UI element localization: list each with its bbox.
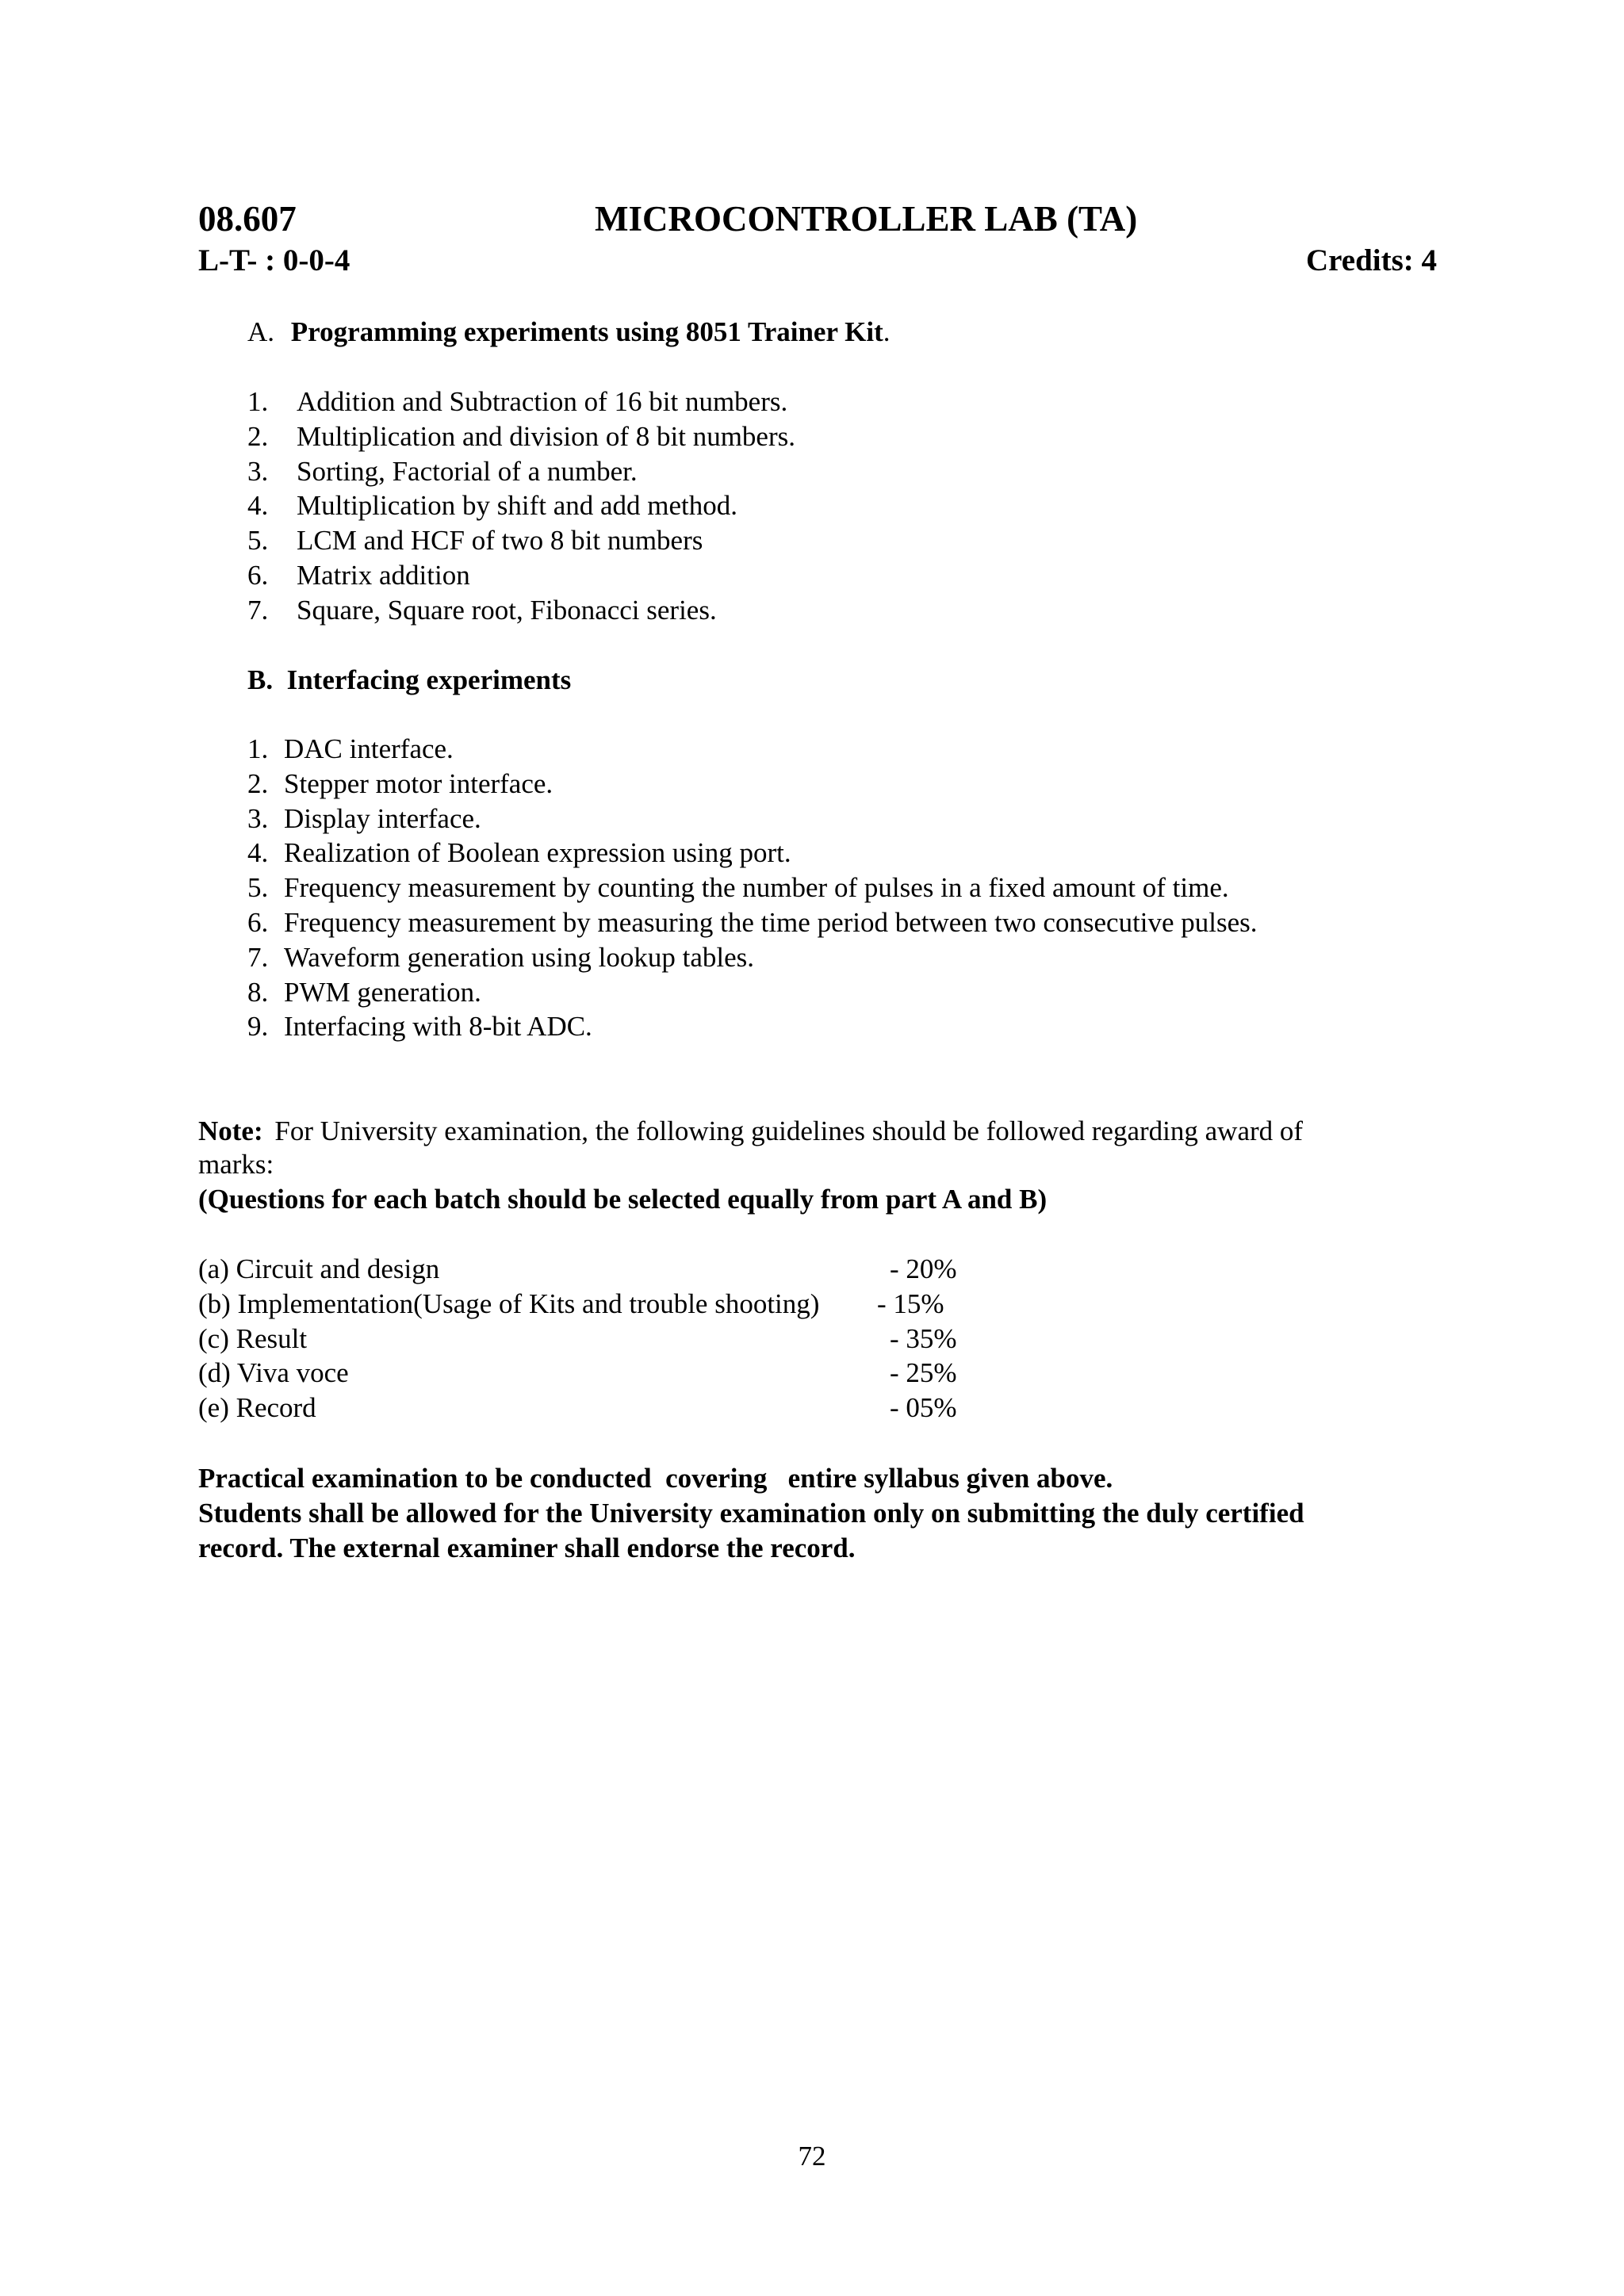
section-a-heading (247, 315, 890, 350)
section-a-title: Programming experiments using 8051 Trainer Kit (290, 316, 883, 347)
note-text-continued: marks: (198, 1149, 274, 1180)
note-bold-line: (Questions for each batch should be selected equally from part A and B) (198, 1184, 1048, 1215)
note-label: Note: (198, 1115, 263, 1146)
note-text: For University examination, the following guidelines should be followed regarding award of (274, 1115, 1304, 1146)
course-title: MICROCONTROLLER LAB (TA) (595, 199, 1138, 239)
list-item: 3. Display interface. (247, 802, 481, 834)
list-item: 6. Matrix addition (247, 559, 470, 591)
list-item: 2. Multiplication and division of 8 bit numbers. (247, 420, 795, 452)
marks-value: - 20% (890, 1253, 957, 1284)
list-item: 8. PWM generation. (247, 976, 481, 1008)
list-item: 5. Frequency measurement by counting the number of pulses in a fixed amount of time. (247, 872, 1229, 904)
marks-value: - 35% (890, 1322, 957, 1354)
marks-label: (b) Implementation(Usage of Kits and trouble shooting) (198, 1288, 820, 1319)
section-b-list (247, 732, 1258, 1044)
marks-value: - 05% (890, 1392, 957, 1424)
list-item: 1. Addition and Subtraction of 16 bit numbers. (247, 386, 788, 417)
list-item: 7. Waveform generation using lookup tables. (247, 941, 755, 973)
closing-line-2: Students shall be allowed for the University examination only on submitting the duly certified (198, 1498, 1304, 1529)
credits-label: Credits: 4 (1305, 243, 1437, 277)
note-line (198, 1114, 1303, 1149)
marks-label: (d) Viva voce (198, 1357, 349, 1389)
list-item: 3. Sorting, Factorial of a number. (247, 455, 638, 487)
section-b-heading: B. Interfacing experiments (247, 664, 572, 695)
section-a-marker: A. (247, 316, 275, 347)
list-item: 7. Square, Square root, Fibonacci series. (247, 594, 717, 626)
list-item: 5. LCM and HCF of two 8 bit numbers (247, 525, 703, 557)
page-number: 72 (798, 2141, 826, 2172)
list-item: 2. Stepper motor interface. (247, 767, 553, 799)
section-a-title-suffix: . (883, 316, 891, 347)
marks-label: (c) Result (198, 1322, 308, 1354)
closing-line-3: record. The external examiner shall endorse the record. (198, 1533, 856, 1563)
list-item: 9. Interfacing with 8-bit ADC. (247, 1011, 592, 1043)
marks-label: (a) Circuit and design (198, 1253, 440, 1284)
closing-line-1: Practical examination to be conducted covering entire syllabus given above. (198, 1463, 1113, 1494)
ltp-label: L-T- : 0-0-4 (198, 243, 350, 277)
marks-value: - 15% (877, 1288, 944, 1319)
list-item: 4. Realization of Boolean expression using port. (247, 837, 791, 869)
section-a-list (247, 385, 795, 628)
list-item: 4. Multiplication by shift and add method. (247, 490, 738, 522)
list-item: 1. DAC interface. (247, 733, 454, 764)
marks-value: - 25% (890, 1357, 957, 1389)
course-code: 08.607 (198, 199, 297, 239)
marks-label: (e) Record (198, 1392, 316, 1424)
list-item: 6. Frequency measurement by measuring the time period between two consecutive pulses. (247, 906, 1258, 938)
